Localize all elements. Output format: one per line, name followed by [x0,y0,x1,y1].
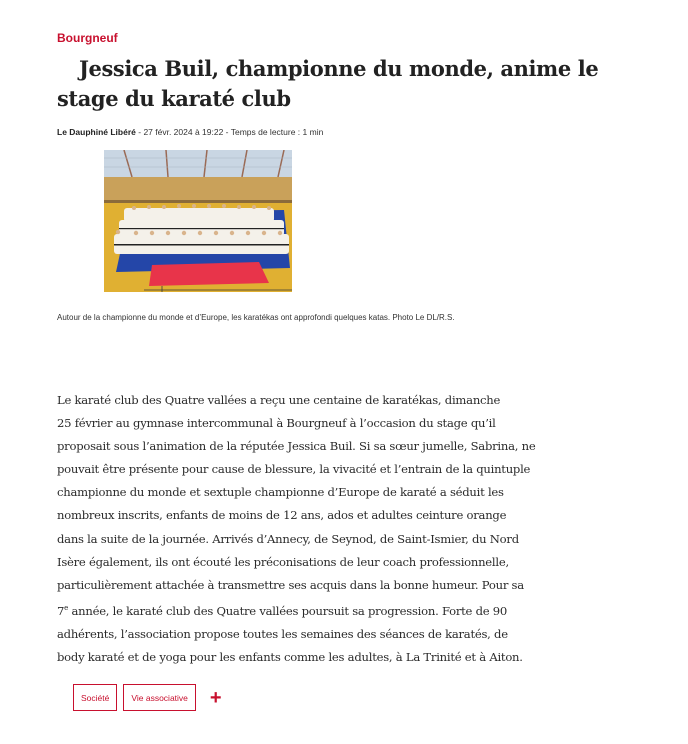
article-date: 27 févr. 2024 à 19:22 [143,127,224,137]
body-line: adhérents, l’association propose toutes les semaines des séances de karatés, de [57,626,508,641]
article-title [57,54,637,114]
body-line: Le karaté club des Quatre vallées a reçu une centaine de karatékas, dimanche [57,393,501,407]
article-source: Le Dauphiné Libéré [57,127,136,137]
article-tags [73,684,222,711]
body-line: championne du monde et sextuple championne d’Europe de karaté a séduit les [57,485,504,500]
meta-separator: - [135,127,144,137]
plus-icon[interactable]: + [209,686,222,709]
body-line: body karaté et de yoga pour les enfants comme les adultes, à La Trinité et à Aiton. [57,649,523,664]
reading-time: Temps de lecture : 1 min [230,127,324,137]
article-category[interactable]: Bourgneuf [57,31,118,45]
body-line: proposait sous l’animation de la réputée Jessica Buil. Si sa sœur jumelle, Sabrina, ne [57,439,536,454]
karate-group-photo [104,150,292,292]
article-photo[interactable] [104,150,292,292]
body-line: particulièrement attachée à transmettre ses acquis dans la bonne humeur. Pour sa [57,577,524,592]
body-line: Isère également, ils ont écouté les préconisations de leur coach professionnelle, [57,554,509,569]
photo-caption: Autour de la championne du monde et d’Europe, les karatékas ont approfondi quelques katas. Photo Le DL/R.S. [57,313,455,322]
article-title-text: Jessica Buil, championne du monde, anime le stage du karaté club [57,56,599,111]
tag-societe[interactable]: Société [73,684,117,711]
article-meta [57,127,323,137]
body-line: 25 février au gymnase intercommunal à Bourgneuf à l’occasion du stage qu’il [57,416,496,431]
body-line: pouvait être présente pour cause de blessure, la vivacité et l’entrain de la quintuple [57,462,531,477]
body-line: nombreux inscrits, enfants de moins de 12 ans, ados et adultes ceinture orange [57,508,507,523]
body-line: 7e année, le karaté club des Quatre vallées poursuit sa progression. Forte de 90 [57,603,508,618]
meta-separator: - [223,127,231,137]
article-body [57,389,557,669]
ordinal-suffix: e [64,603,69,612]
tag-vie-associative[interactable]: Vie associative [123,684,196,711]
body-line: dans la suite de la journée. Arrivés d’Annecy, de Seynod, de Saint-Ismier, du Nord [57,531,519,546]
